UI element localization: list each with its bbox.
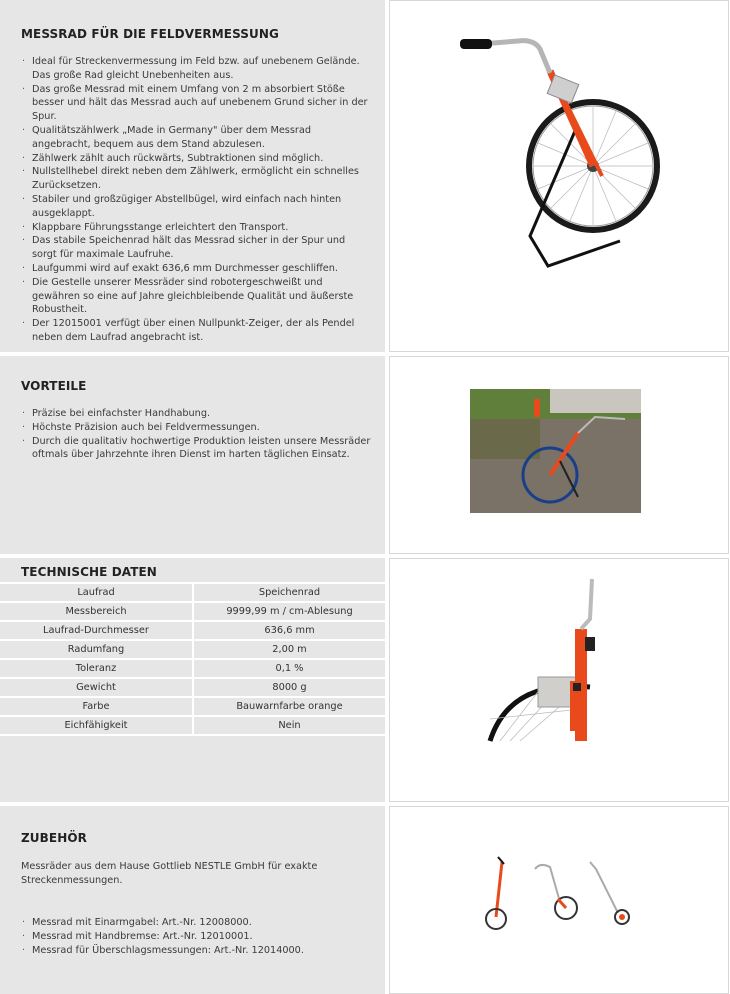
list-item: · Klappbare Führungsstange erleichtert den Transport. (21, 221, 371, 235)
accessory-intro: Messräder aus dem Hause Gottlieb NESTLE GmbH für exakte Streckenmessungen. (21, 861, 318, 886)
spec-value: 636,6 mm (193, 621, 385, 640)
table-row (0, 678, 385, 697)
list-item: · Messrad mit Handbremse: Art.-Nr. 12010001. (21, 930, 371, 944)
section-title: ZUBEHÖR (21, 831, 87, 845)
spec-key: Gewicht (0, 678, 193, 697)
list-item: · Nullstellhebel direkt neben dem Zählwerk, ermöglicht ein schnelles Zurücksetzen. (21, 165, 371, 193)
list-item: · Messrad mit Einarmgabel: Art.-Nr. 12008000. (21, 916, 371, 930)
spec-value: Nein (193, 716, 385, 735)
panel-text (0, 0, 385, 352)
table-row (0, 640, 385, 659)
spec-value: Bauwarnfarbe orange (193, 697, 385, 716)
table-row (0, 602, 385, 621)
panel-text (0, 558, 385, 802)
panel-text (0, 356, 385, 554)
table-row (0, 621, 385, 640)
spec-table (0, 582, 385, 736)
section-vorteile (0, 356, 730, 554)
spec-key: Radumfang (0, 640, 193, 659)
section-title: TECHNISCHE DATEN (21, 565, 157, 579)
counter-detail-image (390, 559, 728, 801)
measuring-wheel-image (390, 1, 728, 351)
list-item: · Der 12015001 verfügt über einen Nullpunkt-Zeiger, der als Pendel neben dem Laufrad angebracht ist. (21, 317, 371, 345)
spec-value: Speichenrad (193, 583, 385, 602)
spec-key: Messbereich (0, 602, 193, 621)
spec-key: Toleranz (0, 659, 193, 678)
table-row (0, 583, 385, 602)
panel-text (0, 806, 385, 994)
list-item: · Laufgummi wird auf exakt 636,6 mm Durchmesser geschliffen. (21, 262, 371, 276)
list-item: · Das große Messrad mit einem Umfang von 2 m absorbiert Stöße besser und hält das Messrad auch auf unebenem Grund sicher in der Spur. (21, 83, 371, 124)
list-item: · Höchste Präzision auch bei Feldvermessungen. (21, 421, 371, 435)
spec-key: Laufrad (0, 583, 193, 602)
list-item: · Zählwerk zählt auch rückwärts, Subtraktionen sind möglich. (21, 152, 371, 166)
spec-key: Laufrad-Durchmesser (0, 621, 193, 640)
list-item: · Die Gestelle unserer Messräder sind robotergeschweißt und gewähren so eine auf Jahre gleichbleibende Qualität und äußerste Robustheit. (21, 276, 371, 317)
list-item: · Das stabile Speichenrad hält das Messrad sicher in der Spur und sorgt für maximale Laufruhe. (21, 234, 371, 262)
spec-key: Eichfähigkeit (0, 716, 193, 735)
spec-key: Farbe (0, 697, 193, 716)
spec-value: 0,1 % (193, 659, 385, 678)
section-feldvermessung (0, 0, 730, 352)
detail-image-panel (389, 558, 729, 802)
list-item: · Ideal für Streckenvermessung im Feld bzw. auf unebenem Gelände. Das große Rad gleicht Unebenheiten aus. (21, 55, 371, 83)
section-zubehoer (0, 806, 730, 994)
advantage-list (21, 407, 371, 462)
section-technische-daten (0, 558, 730, 802)
spec-value: 8000 g (193, 678, 385, 697)
list-item: · Präzise bei einfachster Handhabung. (21, 407, 371, 421)
list-item: · Messrad für Überschlagsmessungen: Art.-Nr. 12014000. (21, 944, 371, 958)
table-row (0, 716, 385, 735)
table-row (0, 659, 385, 678)
feature-list (21, 55, 371, 345)
field-photo (390, 357, 728, 553)
section-title: MESSRAD FÜR DIE FELDVERMESSUNG (21, 27, 279, 41)
spec-value: 9999,99 m / cm-Ablesung (193, 602, 385, 621)
accessories-image (390, 807, 728, 993)
accessories-image-panel (389, 806, 729, 994)
list-item: · Qualitätszählwerk „Made in Germany" über dem Messrad angebracht, bequem aus dem Stand abzulesen. (21, 124, 371, 152)
table-row (0, 697, 385, 716)
spec-value: 2,00 m (193, 640, 385, 659)
field-photo-panel (389, 356, 729, 554)
accessory-list (21, 916, 371, 957)
product-image-panel (389, 0, 729, 352)
list-item: · Stabiler und großzügiger Abstellbügel, wird einfach nach hinten ausgeklappt. (21, 193, 371, 221)
section-title: VORTEILE (21, 379, 87, 393)
list-item: · Durch die qualitativ hochwertige Produktion leisten unsere Messräder oftmals über Jahrzehnte ihren Dienst im harten täglichen Einsatz. (21, 435, 371, 463)
